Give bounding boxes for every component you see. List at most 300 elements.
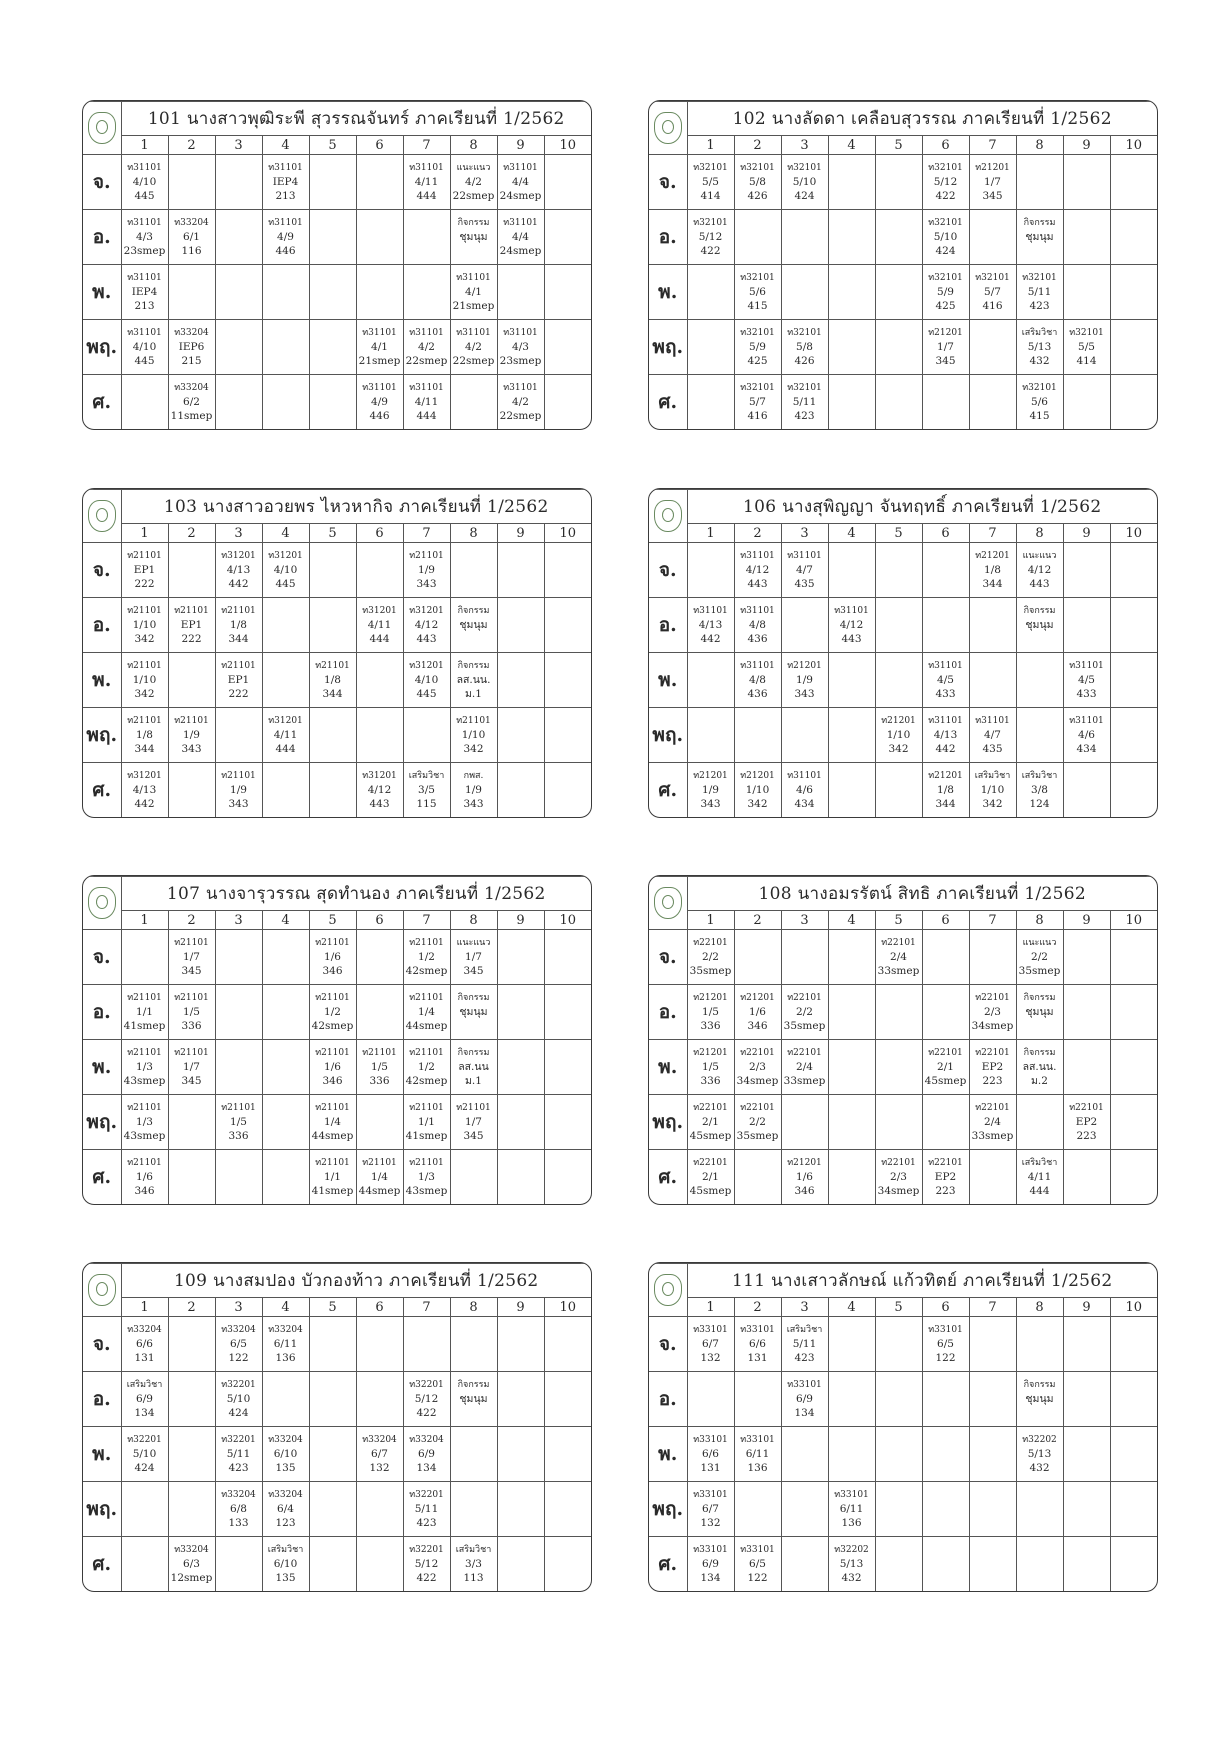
class-slot (1016, 1095, 1063, 1150)
period-header: 2 (168, 911, 215, 930)
subject-code: ท21101 (174, 716, 209, 727)
subject-code: ท33204 (409, 1435, 444, 1446)
subject-code: ท31101 (693, 606, 728, 617)
class-group: 2/2 (702, 951, 719, 963)
class-group: 5/11 (226, 1448, 251, 1461)
class-slot (215, 598, 262, 653)
day-label: ศ. (83, 1150, 121, 1204)
period-header: 3 (781, 524, 828, 543)
room-number: 134 (134, 1407, 155, 1420)
class-slot (734, 375, 781, 429)
class-slot (969, 930, 1016, 985)
class-slot (781, 1040, 828, 1095)
class-group: ชุมนุม (1025, 1006, 1054, 1019)
class-slot (1016, 210, 1063, 265)
period-header: 1 (687, 136, 734, 155)
class-slot (497, 543, 544, 598)
period-header: 6 (356, 136, 403, 155)
room-number (1017, 244, 1063, 258)
class-slot (544, 1482, 591, 1537)
class-slot (875, 653, 922, 708)
class-slot (544, 1537, 591, 1591)
class-group: 1/6 (749, 1006, 766, 1019)
day-row (83, 1150, 591, 1204)
day-label: จ. (649, 930, 687, 985)
class-slot (1063, 708, 1110, 763)
subject-code: กิจกรรม (457, 661, 490, 672)
class-slot (734, 210, 781, 265)
class-slot (969, 375, 1016, 429)
class-slot (356, 543, 403, 598)
class-group: 6/11 (745, 1448, 770, 1461)
class-slot (450, 265, 497, 320)
room-number: 136 (747, 1462, 768, 1475)
class-slot (922, 763, 969, 817)
room-number: 131 (134, 1352, 155, 1364)
class-slot (403, 1537, 450, 1591)
period-header: 2 (734, 1298, 781, 1317)
class-slot (168, 543, 215, 598)
subject-code: ท31101 (409, 163, 444, 173)
room-number: 122 (747, 1572, 768, 1585)
class-slot (1063, 1537, 1110, 1591)
class-slot (1016, 1040, 1063, 1095)
class-slot (1016, 708, 1063, 763)
class-slot (734, 543, 781, 598)
class-slot (544, 985, 591, 1040)
class-slot (1110, 210, 1157, 265)
period-header: 1 (687, 911, 734, 930)
class-slot (734, 763, 781, 817)
class-slot (922, 375, 969, 429)
class-slot (1016, 1372, 1063, 1427)
class-slot (875, 1040, 922, 1095)
period-header: 7 (969, 911, 1016, 930)
room-number: 344 (228, 633, 249, 646)
period-header: 9 (1063, 524, 1110, 543)
room-number: 343 (700, 798, 721, 811)
class-slot (215, 1482, 262, 1537)
class-slot (168, 375, 215, 429)
room-number: 444 (1029, 1185, 1050, 1198)
class-slot (1063, 598, 1110, 653)
class-slot (262, 708, 309, 763)
room-number: 35smep (1018, 965, 1061, 977)
subject-code: ท32101 (928, 218, 963, 229)
teacher-timetable-card (82, 1262, 592, 1592)
room-number: 442 (134, 798, 155, 811)
class-slot (309, 930, 356, 985)
class-slot (121, 155, 168, 210)
room-number (1017, 1019, 1063, 1033)
room-number: 115 (416, 798, 437, 811)
class-slot (262, 155, 309, 210)
room-number: 423 (794, 410, 815, 423)
class-slot (403, 375, 450, 429)
class-slot (450, 375, 497, 429)
period-header: 2 (734, 136, 781, 155)
class-group: EP1 (133, 564, 156, 576)
class-slot (1063, 1372, 1110, 1427)
class-slot (1016, 320, 1063, 375)
class-slot (828, 543, 875, 598)
subject-code: ท33101 (693, 1325, 728, 1335)
period-header: 8 (1016, 1298, 1063, 1317)
class-slot (922, 210, 969, 265)
class-group: 1/6 (324, 1061, 341, 1074)
room-number: 415 (747, 300, 768, 313)
class-slot (687, 598, 734, 653)
class-slot (309, 708, 356, 763)
subject-code: กิจกรรม (1023, 993, 1056, 1004)
class-group: 4/10 (414, 674, 439, 687)
class-slot (687, 543, 734, 598)
period-header: 5 (309, 136, 356, 155)
subject-code: ท31101 (928, 661, 963, 672)
class-slot (121, 1040, 168, 1095)
class-slot (781, 763, 828, 817)
period-header: 8 (450, 136, 497, 155)
class-group: 6/2 (183, 396, 200, 409)
class-slot (1110, 1317, 1157, 1372)
room-number: 444 (275, 743, 296, 756)
room-number: 33smep (877, 965, 920, 977)
room-number: 43smep (123, 1075, 166, 1088)
class-group: 1/8 (324, 674, 341, 687)
class-group: 1/9 (183, 729, 200, 742)
class-group: 1/5 (371, 1061, 388, 1074)
day-label: พฤ. (83, 1482, 121, 1537)
class-group: 1/9 (465, 784, 482, 797)
class-group: 1/10 (461, 729, 486, 742)
class-slot (309, 1150, 356, 1204)
class-slot (450, 653, 497, 708)
class-group: 6/8 (230, 1503, 247, 1516)
room-number: 342 (134, 633, 155, 646)
subject-code: ท33101 (787, 1380, 822, 1391)
class-slot (922, 543, 969, 598)
class-group: 1/10 (886, 729, 911, 742)
period-header: 9 (497, 136, 544, 155)
class-slot (1110, 1095, 1157, 1150)
period-header: 9 (1063, 136, 1110, 155)
class-slot (121, 320, 168, 375)
class-group: 2/3 (984, 1006, 1001, 1019)
room-number: 424 (134, 1462, 155, 1475)
class-slot (356, 1317, 403, 1372)
class-slot (544, 320, 591, 375)
teacher-timetable-card (648, 875, 1158, 1205)
room-number: 131 (700, 1462, 721, 1475)
class-slot (922, 930, 969, 985)
class-slot (1110, 1150, 1157, 1204)
subject-code: ท32101 (1069, 328, 1104, 339)
subject-code: ท31101 (740, 661, 775, 672)
class-slot (356, 1537, 403, 1591)
class-slot (497, 210, 544, 265)
class-slot (781, 708, 828, 763)
class-slot (215, 265, 262, 320)
day-row (83, 1095, 591, 1150)
class-slot (875, 543, 922, 598)
room-number: 132 (369, 1462, 390, 1475)
room-number: 346 (322, 1075, 343, 1088)
class-slot (309, 1040, 356, 1095)
class-slot (922, 1427, 969, 1482)
subject-code: ท32101 (928, 163, 963, 173)
class-slot (969, 1482, 1016, 1537)
class-group: 1/5 (230, 1116, 247, 1129)
class-slot (262, 985, 309, 1040)
class-slot (969, 985, 1016, 1040)
class-slot (544, 1317, 591, 1372)
room-number: 344 (982, 578, 1003, 590)
day-row (649, 375, 1157, 429)
class-group: 1/9 (702, 784, 719, 797)
room-number: 426 (794, 355, 815, 368)
class-slot (121, 763, 168, 817)
room-number: 223 (982, 1075, 1003, 1088)
room-number: 336 (228, 1130, 249, 1143)
subject-code: ท21101 (409, 551, 444, 561)
subject-code: กพส. (463, 771, 484, 782)
class-group: 2/4 (984, 1116, 1001, 1129)
class-slot (497, 1095, 544, 1150)
teacher-timetable-card (82, 488, 592, 818)
room-number: 433 (935, 688, 956, 701)
room-number: 44smep (358, 1185, 401, 1198)
timetable-title: 106 นางสุพิญญา จันทฤทธิ์ ภาคเรียนที่ 1/2562 (687, 490, 1157, 524)
class-group: 2/1 (702, 1116, 719, 1129)
subject-code: เสริมวิชา (126, 1380, 163, 1391)
class-slot (734, 1095, 781, 1150)
class-slot (262, 1150, 309, 1204)
room-number: 35smep (736, 1130, 779, 1143)
class-slot (1063, 930, 1110, 985)
class-slot (828, 653, 875, 708)
subject-code: ท21101 (362, 1048, 397, 1059)
class-slot (828, 985, 875, 1040)
period-header: 4 (828, 136, 875, 155)
class-slot (497, 1317, 544, 1372)
day-label: พฤ. (649, 1482, 687, 1537)
class-slot (403, 1040, 450, 1095)
class-slot (1016, 653, 1063, 708)
period-header: 5 (309, 524, 356, 543)
class-slot (215, 1317, 262, 1372)
class-slot (121, 1372, 168, 1427)
period-header: 6 (922, 911, 969, 930)
class-slot (781, 155, 828, 210)
subject-code: ท33101 (693, 1435, 728, 1446)
class-slot (781, 1317, 828, 1372)
subject-code: ท21101 (221, 1103, 256, 1114)
room-number: 422 (935, 190, 956, 202)
class-slot (450, 210, 497, 265)
teacher-timetable-card (648, 488, 1158, 818)
class-slot (544, 1427, 591, 1482)
day-label: พฤ. (649, 1095, 687, 1150)
class-group: 1/9 (796, 674, 813, 687)
class-slot (168, 763, 215, 817)
class-slot (356, 653, 403, 708)
subject-code: ท32202 (1022, 1435, 1057, 1446)
period-header: 2 (734, 911, 781, 930)
room-number: 416 (747, 410, 768, 423)
class-slot (497, 265, 544, 320)
day-label: พ. (83, 265, 121, 320)
class-group: 1/2 (324, 1006, 341, 1019)
class-slot (781, 265, 828, 320)
class-slot (922, 708, 969, 763)
class-slot (687, 155, 734, 210)
subject-code: ท22101 (740, 1048, 775, 1059)
class-slot (356, 763, 403, 817)
subject-code: ท21101 (315, 1048, 350, 1059)
class-slot (687, 653, 734, 708)
class-slot (922, 598, 969, 653)
subject-code: ท33101 (834, 1490, 869, 1501)
class-slot (781, 1537, 828, 1591)
day-row (649, 543, 1157, 598)
day-label: พ. (649, 1040, 687, 1095)
class-slot (450, 1372, 497, 1427)
subject-code: ท31101 (503, 163, 538, 173)
school-crest-icon (654, 887, 682, 919)
class-slot (497, 653, 544, 708)
period-header: 4 (262, 911, 309, 930)
day-row (649, 985, 1157, 1040)
room-number: 436 (747, 633, 768, 646)
class-group: 1/5 (702, 1061, 719, 1074)
class-slot (922, 320, 969, 375)
subject-code: เสริมวิชา (1021, 1158, 1058, 1169)
subject-code: ท21101 (174, 1048, 209, 1059)
class-slot (1110, 375, 1157, 429)
day-row (649, 1427, 1157, 1482)
subject-code: ท21101 (409, 1158, 444, 1169)
room-number: 346 (322, 965, 343, 977)
period-header: 6 (922, 524, 969, 543)
class-slot (215, 155, 262, 210)
room-number: 223 (935, 1185, 956, 1198)
period-header: 10 (1110, 1298, 1157, 1317)
room-number: 444 (416, 410, 437, 423)
class-slot (403, 1482, 450, 1537)
subject-code: ท22101 (787, 1048, 822, 1059)
class-slot (262, 598, 309, 653)
class-slot (734, 708, 781, 763)
subject-code: กิจกรรม (457, 993, 490, 1004)
period-header: 6 (356, 1298, 403, 1317)
class-slot (403, 1427, 450, 1482)
day-label: พฤ. (83, 1095, 121, 1150)
class-slot (168, 320, 215, 375)
class-slot (309, 1095, 356, 1150)
class-slot (544, 930, 591, 985)
class-slot (969, 708, 1016, 763)
subject-code: ท21101 (127, 1158, 162, 1169)
subject-code: ท22101 (928, 1158, 963, 1169)
class-slot (781, 985, 828, 1040)
subject-code: ท33204 (174, 328, 209, 339)
class-group: 1/9 (418, 564, 435, 576)
period-header: 4 (828, 524, 875, 543)
class-group: 4/12 (1027, 564, 1052, 576)
class-group: 5/12 (933, 176, 958, 188)
period-header: 5 (875, 1298, 922, 1317)
class-slot (215, 1537, 262, 1591)
subject-code: เสริมวิชา (267, 1545, 304, 1556)
timetable-title: 107 นางจารุวรรณ สุดทำนอง ภาคเรียนที่ 1/2562 (121, 877, 591, 911)
room-number: 434 (1076, 743, 1097, 756)
class-slot (687, 985, 734, 1040)
room-number: 343 (416, 578, 437, 590)
class-group: 4/5 (1078, 674, 1095, 687)
room-number: 44smep (405, 1020, 448, 1033)
period-header: 10 (1110, 136, 1157, 155)
class-slot (450, 1537, 497, 1591)
class-group: 6/10 (273, 1558, 298, 1571)
class-group: 5/10 (933, 231, 958, 244)
class-slot (922, 1040, 969, 1095)
class-slot (309, 375, 356, 429)
period-header: 10 (544, 524, 591, 543)
class-slot (969, 1040, 1016, 1095)
class-group: 2/2 (1031, 951, 1048, 963)
timetable-title: 108 นางอมรรัตน์ สิทธิ ภาคเรียนที่ 1/2562 (687, 877, 1157, 911)
subject-code: ท21101 (315, 938, 350, 948)
class-slot (544, 1095, 591, 1150)
room-number: 343 (463, 798, 484, 811)
timetable-title: 109 นางสมปอง บัวกองท้าว ภาคเรียนที่ 1/2562 (121, 1264, 591, 1298)
class-group: 4/13 (698, 619, 723, 632)
period-header: 3 (215, 524, 262, 543)
class-slot (687, 1150, 734, 1204)
room-number: 336 (181, 1020, 202, 1033)
class-slot (875, 210, 922, 265)
class-slot (356, 1040, 403, 1095)
subject-code: ท33204 (221, 1490, 256, 1501)
class-slot (922, 653, 969, 708)
class-slot (828, 1040, 875, 1095)
room-number: 444 (369, 633, 390, 646)
class-slot (309, 1427, 356, 1482)
day-label: พ. (649, 653, 687, 708)
subject-code: ท33204 (268, 1325, 303, 1335)
class-group: 1/7 (937, 341, 954, 354)
period-header: 3 (781, 911, 828, 930)
class-slot (922, 1150, 969, 1204)
room-number: 33smep (971, 1130, 1014, 1143)
class-slot (1016, 543, 1063, 598)
class-slot (781, 375, 828, 429)
school-logo (83, 102, 121, 155)
class-slot (403, 763, 450, 817)
class-slot (215, 930, 262, 985)
room-number: 22smep (405, 355, 448, 368)
period-header: 7 (969, 1298, 1016, 1317)
class-slot (121, 1095, 168, 1150)
room-number: 12smep (170, 1572, 213, 1585)
class-slot (262, 653, 309, 708)
day-label: พฤ. (83, 320, 121, 375)
class-slot (262, 1095, 309, 1150)
period-header: 6 (922, 1298, 969, 1317)
class-slot (1063, 265, 1110, 320)
room-number: 42smep (405, 1075, 448, 1088)
subject-code: ท33204 (268, 1435, 303, 1446)
